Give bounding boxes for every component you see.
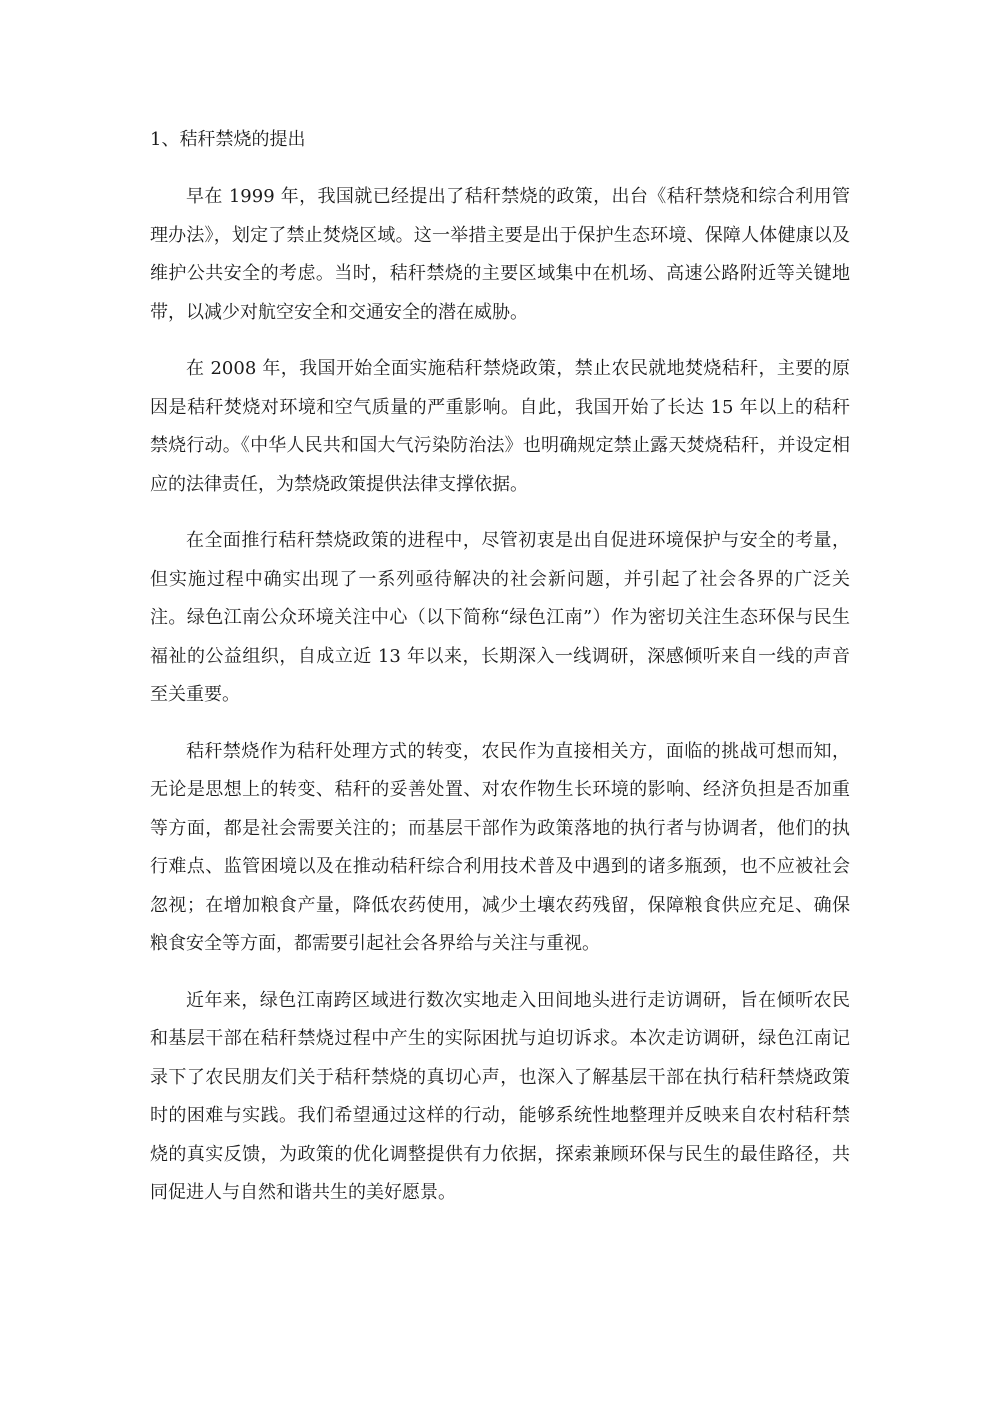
- paragraph-4: 秸秆禁烧作为秸秆处理方式的转变，农民作为直接相关方，面临的挑战可想而知，无论是思想上的转变、秸秆的妥善处置、对农作物生长环境的影响、经济负担是否加重等方面，都是社会需要关注的；而基层干部作为政策落地的执行者与协调者，他们的执行难点、监管困境以及在推动秸秆综合利用技术普及中遇到的诸多瓶颈，也不应被社会忽视；在增加粮食产量，降低农药使用，减少土壤农药残留，保障粮食供应充足、确保粮食安全等方面，都需要引起社会各界给与关注与重视。: [150, 740, 850, 954]
- document-body: [150, 120, 850, 1231]
- paragraph-1: 早在 1999 年，我国就已经提出了秸秆禁烧的政策，出台《秸秆禁烧和综合利用管理办法》，划定了禁止焚烧区域。这一举措主要是出于保护生态环境、保障人体健康以及维护公共安全的考虑。当时，秸秆禁烧的主要区域集中在机场、高速公路附近等关键地带，以减少对航空安全和交通安全的潜在威胁。: [150, 186, 850, 323]
- paragraph-3: 在全面推行秸秆禁烧政策的进程中，尽管初衷是出自促进环境保护与安全的考量，但实施过程中确实出现了一系列亟待解决的社会新问题，并引起了社会各界的广泛关注。绿色江南公众环境关注中心（以下简称“绿色江南”）作为密切关注生态环保与民生福祉的公益组织，自成立近 13 年以来，长期深入一线调研，深感倾听来自一线的声音至关重要。: [150, 530, 850, 705]
- section-heading: 1、秸秆禁烧的提出: [150, 129, 306, 150]
- paragraph-5: 近年来，绿色江南跨区域进行数次实地走入田间地头进行走访调研，旨在倾听农民和基层干部在秸秆禁烧过程中产生的实际困扰与迫切诉求。本次走访调研，绿色江南记录下了农民朋友们关于秸秆禁烧的真切心声，也深入了解基层干部在执行秸秆禁烧政策时的困难与实践。我们希望通过这样的行动，能够系统性地整理并反映来自农村秸秆禁烧的真实反馈，为政策的优化调整提供有力依据，探索兼顾环保与民生的最佳路径，共同促进人与自然和谐共生的美好愿景。: [150, 989, 850, 1203]
- paragraph-2: 在 2008 年，我国开始全面实施秸秆禁烧政策，禁止农民就地焚烧秸秆，主要的原因是秸秆焚烧对环境和空气质量的严重影响。自此，我国开始了长达 15 年以上的秸秆禁烧行动。《中华人民共和国大气污染防治法》也明确规定禁止露天焚烧秸秆，并设定相应的法律责任，为禁烧政策提供法律支撑依据。: [150, 358, 850, 495]
